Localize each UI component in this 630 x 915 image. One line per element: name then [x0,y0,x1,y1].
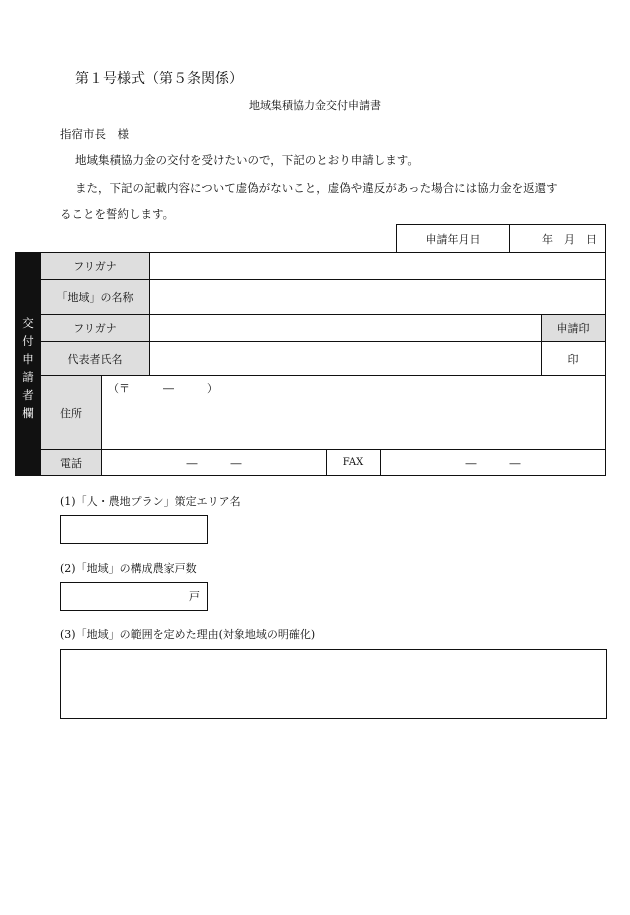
side-char: 欄 [22,406,34,420]
addressee: 指宿市長 様 [60,127,129,141]
plan-area-label: (1)「人・農地プラン」策定エリア名 [60,495,241,508]
area-reason-label: (3)「地域」の範囲を定めた理由(対象地域の明確化) [60,628,316,641]
form-number: 第１号様式（第５条関係） [75,71,243,87]
side-char: 付 [22,334,34,348]
application-date-field[interactable]: 年 月 日 [509,224,606,253]
farm-household-count-label: (2)「地域」の構成農家戸数 [60,562,197,575]
phone-input[interactable]: ― ― [186,456,242,470]
furigana-input-1[interactable] [150,253,605,279]
fax-label: FAX [342,457,364,468]
representative-label: 代表者氏名 [67,352,123,366]
plan-area-input[interactable] [60,515,208,544]
representative-input[interactable] [150,342,541,375]
side-char: 者 [22,388,34,402]
document-title: 地域集積協力金交付申請書 [249,99,381,112]
seal-mark: 印 [567,352,579,366]
area-reason-input[interactable] [60,649,607,719]
intro-paragraph-3: ることを誓約します。 [60,207,175,221]
address-label: 住所 [60,406,82,420]
application-date-label: 申請年月日 [396,224,510,253]
postal-code-field[interactable]: （〒 ― ） [108,382,218,395]
furigana-label-2: フリガナ [73,322,117,335]
area-name-input[interactable] [150,280,605,314]
side-char: 申 [22,352,34,366]
furigana-input-2[interactable] [150,315,541,341]
farm-household-count-input[interactable] [60,582,208,611]
household-unit: 戸 [189,590,200,603]
fax-input[interactable]: ― ― [465,456,521,470]
side-char: 請 [22,370,34,384]
side-char: 交 [22,316,34,330]
area-name-label: 「地域」の名称 [56,291,134,304]
phone-label: 電話 [60,456,82,470]
intro-paragraph-2: また，下記の記載内容について虚偽がないこと，虚偽や違反があった場合には協力金を返還す [75,181,558,195]
seal-header: 申請印 [556,322,590,335]
furigana-label-1: フリガナ [73,260,117,273]
intro-paragraph-1: 地域集積協力金の交付を受けたいので，下記のとおり申請します。 [75,153,419,167]
